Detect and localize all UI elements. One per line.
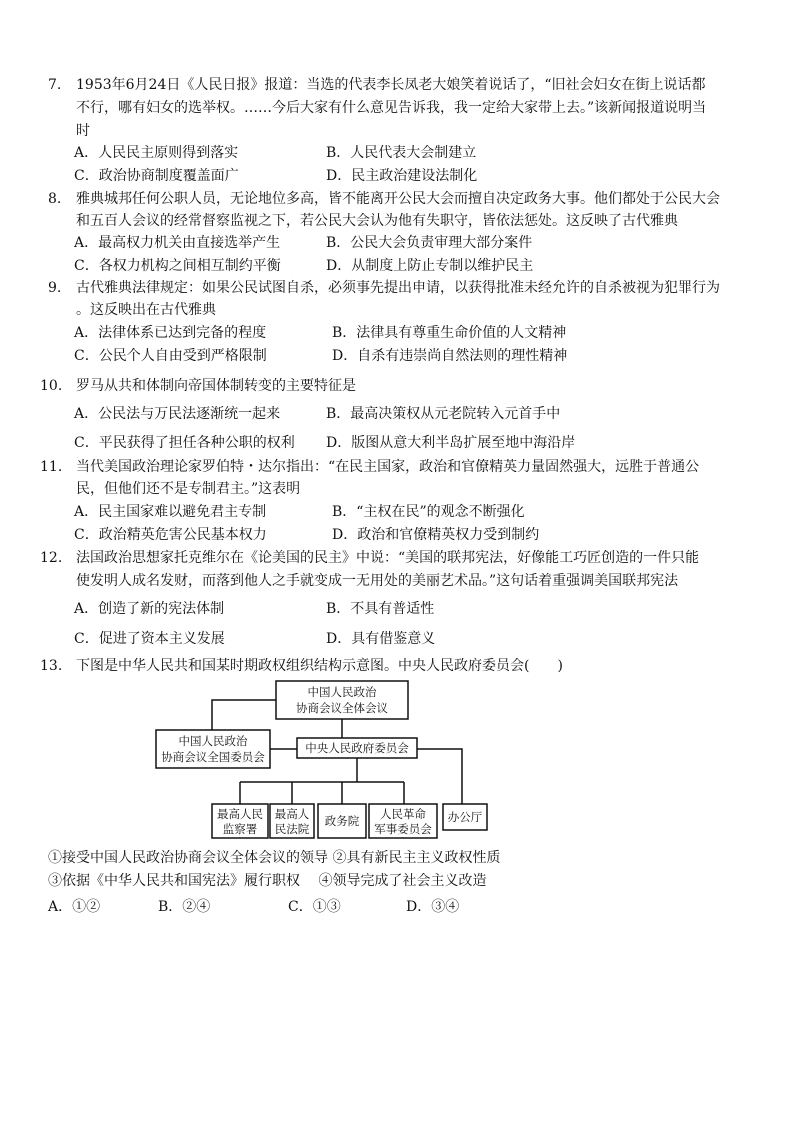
q11-line1: 当代美国政治理论家罗伯特・达尔指出：“在民主国家，政治和官僚精英力量固然强大，远胜于普通公 bbox=[76, 459, 700, 475]
q11-option-d[interactable]: D．政治和官僚精英权力受到制约 bbox=[332, 527, 540, 543]
q11-option-a[interactable]: A．民主国家难以避免君主专制 bbox=[74, 504, 267, 520]
q9-option-c[interactable]: C．公民个人自由受到严格限制 bbox=[74, 348, 267, 364]
q10-line1: 罗马从共和体制向帝国体制转变的主要特征是 bbox=[76, 378, 356, 394]
q7-number: 7. bbox=[48, 77, 62, 93]
q10-option-b[interactable]: B．最高决策权从元老院转入元首手中 bbox=[326, 406, 561, 422]
q9-line2: 。这反映出在古代雅典 bbox=[76, 302, 216, 318]
box-cppcc-national-committee-line1: 中国人民政治 bbox=[178, 734, 248, 748]
connector-top-left bbox=[212, 700, 276, 730]
q10-option-d[interactable]: D．版图从意大利半岛扩展至地中海沿岸 bbox=[326, 435, 576, 451]
q7-line3: 时 bbox=[76, 123, 90, 139]
q9-number: 9. bbox=[48, 280, 62, 296]
q12-option-c[interactable]: C．促进了资本主义发展 bbox=[74, 631, 225, 647]
q13-option-c[interactable]: C．①③ bbox=[288, 899, 341, 915]
box-central-government-council-label: 中央人民政府委员会 bbox=[305, 741, 409, 755]
q12-line1: 法国政治思想家托克维尔在《论美国的民主》中说：“美国的联邦宪法，好像能工巧匠创造的一件只能 bbox=[76, 550, 700, 566]
q13-statements-line2: ③依据《中华人民共和国宪法》履行职权 ④领导完成了社会主义改造 bbox=[48, 873, 487, 889]
q8-number: 8. bbox=[48, 191, 62, 207]
q11-option-b[interactable]: B．“主权在民”的观念不断强化 bbox=[332, 504, 525, 520]
q9-line1: 古代雅典法律规定：如果公民试图自杀，必须事先提出申请，以获得批准未经允许的自杀被视为犯罪行为 bbox=[76, 280, 720, 296]
q7-option-c[interactable]: C．政治协商制度覆盖面广 bbox=[74, 168, 239, 184]
q13-number: 13. bbox=[40, 658, 63, 674]
q8-option-a[interactable]: A．最高权力机关由直接选举产生 bbox=[74, 235, 281, 251]
q12-option-d[interactable]: D．具有借鉴意义 bbox=[326, 631, 436, 647]
q12-option-a[interactable]: A．创造了新的宪法体制 bbox=[74, 601, 225, 617]
q10-number: 10. bbox=[40, 378, 63, 394]
box-military-commission-line2: 军事委员会 bbox=[374, 822, 432, 836]
q13-option-d[interactable]: D．③④ bbox=[406, 899, 460, 915]
q13-option-a[interactable]: A．①② bbox=[48, 899, 101, 915]
q7-line1: 1953年6月24日《人民日报》报道：当选的代表李长凤老大娘笑着说话了，“旧社会妇女在街上说话都 bbox=[76, 77, 706, 93]
q12-number: 12. bbox=[40, 550, 63, 566]
q8-option-b[interactable]: B．公民大会负责审理大部分案件 bbox=[326, 235, 533, 251]
q8-option-d[interactable]: D．从制度上防止专制以维护民主 bbox=[326, 258, 534, 274]
q8-line2: 和五百人会议的经常督察监视之下，若公民大会认为他有失职守，皆依法惩处。这反映了古代雅典 bbox=[76, 213, 678, 229]
q9-option-a[interactable]: A．法律体系已达到完备的程度 bbox=[74, 325, 267, 341]
connector-center-office bbox=[417, 749, 462, 804]
q13-option-b[interactable]: B．②④ bbox=[158, 899, 211, 915]
q10-option-c[interactable]: C．平民获得了担任各种公职的权利 bbox=[74, 435, 295, 451]
q8-option-c[interactable]: C．各权力机构之间相互制约平衡 bbox=[74, 258, 281, 274]
box-supreme-court-line2: 民法院 bbox=[274, 822, 310, 836]
q7-line2: 不行，哪有妇女的选举权。……今后大家有什么意见告诉我，我一定给大家带上去。”该新闻报道说明当 bbox=[76, 100, 707, 116]
box-government-administration-council-label: 政务院 bbox=[324, 814, 360, 828]
box-supreme-procuratorate-line2: 监察署 bbox=[222, 822, 258, 836]
q9-option-d[interactable]: D．自杀有违崇尚自然法则的理性精神 bbox=[332, 348, 568, 364]
box-general-office-label: 办公厅 bbox=[447, 810, 483, 824]
q7-option-d[interactable]: D．民主政治建设法制化 bbox=[326, 168, 478, 184]
box-cppcc-plenary-line1: 中国人民政治 bbox=[307, 685, 377, 699]
q11-line2: 民，但他们还不是专制君主。”这表明 bbox=[76, 481, 301, 497]
q7-option-a[interactable]: A．人民民主原则得到落实 bbox=[74, 145, 239, 161]
q13-statements-line1: ①接受中国人民政治协商会议全体会议的领导 ②具有新民主主义政权性质 bbox=[48, 850, 501, 866]
q13-line1: 下图是中华人民共和国某时期政权组织结构示意图。中央人民政府委员会( ) bbox=[76, 658, 563, 674]
q8-line1: 雅典城邦任何公职人员，无论地位多高，皆不能离开公民大会而擅自决定政务大事。他们都处于公民大会 bbox=[76, 191, 720, 207]
q7-option-b[interactable]: B．人民代表大会制建立 bbox=[326, 145, 477, 161]
q11-number: 11. bbox=[40, 459, 63, 475]
box-cppcc-national-committee-line2: 协商会议全国委员会 bbox=[161, 750, 265, 764]
q12-line2: 使发明人成名发财，而落到他人之手就变成一无用处的美丽艺术品。”这句话着重强调美国联邦宪法 bbox=[76, 573, 679, 589]
box-supreme-court-line1: 最高人 bbox=[274, 807, 310, 821]
q12-option-b[interactable]: B．不具有普适性 bbox=[326, 601, 435, 617]
box-military-commission-line1: 人民革命 bbox=[380, 807, 426, 821]
box-supreme-procuratorate-line1: 最高人民 bbox=[217, 807, 263, 821]
box-cppcc-plenary-line2: 协商会议全体会议 bbox=[296, 701, 388, 715]
q10-option-a[interactable]: A．公民法与万民法逐渐统一起来 bbox=[74, 406, 281, 422]
q11-option-c[interactable]: C．政治精英危害公民基本权力 bbox=[74, 527, 267, 543]
q9-option-b[interactable]: B．法律具有尊重生命价值的人文精神 bbox=[332, 325, 567, 341]
